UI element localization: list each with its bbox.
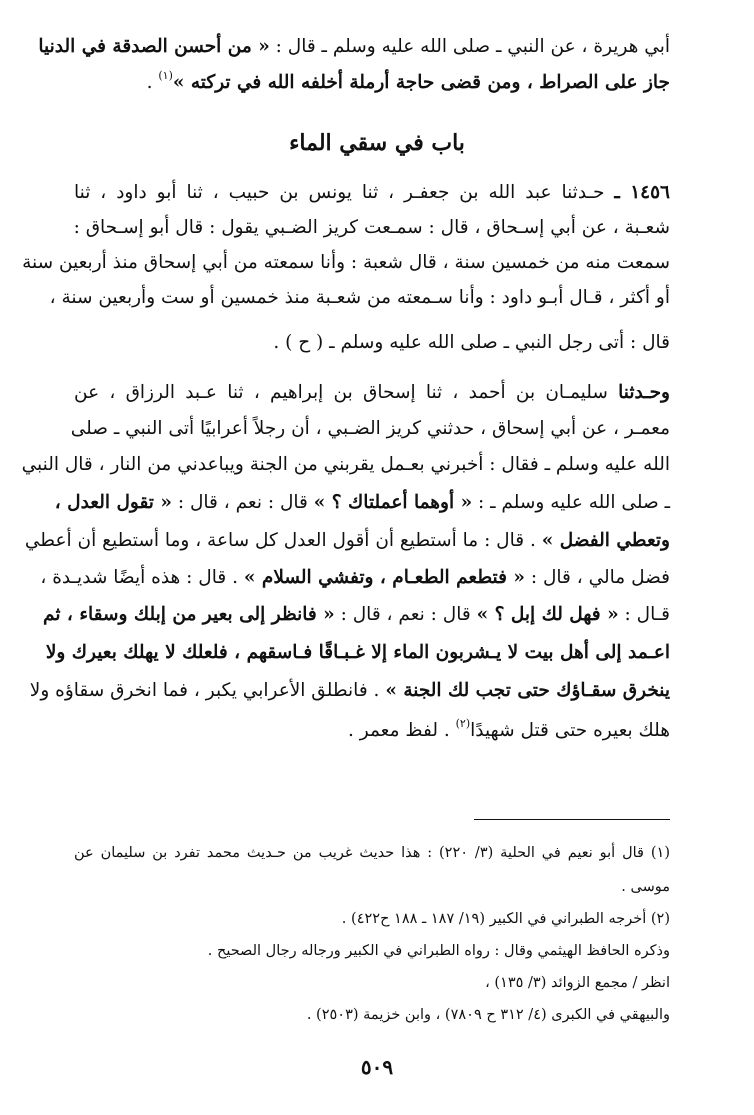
text-run: . قال : هذه أيضًا شديـدة ، — [40, 567, 244, 588]
footnote-2-line-1: (٢) أخرجه الطبراني في الكبير (١٩/ ١٨٧ ـ ١٨٨ ح٤٢٢) . — [341, 911, 670, 927]
hadith-2-line-7 — [43, 602, 670, 628]
top-line-1 — [38, 34, 670, 60]
text-run: أبي هريرة ، عن النبي ـ صلى الله عليه وسلم ـ قال : — [269, 36, 670, 57]
quoted-hadith-text: ينخرق سقـاؤك حتى تجب لك الجنة » — [385, 680, 670, 701]
text-run: حـدثنا عبد الله بن جعفـر ، ثنا يونس بن حبيب ، ثنا أبو داود ، ثنا — [74, 182, 615, 203]
section-heading: باب في سقي الماء — [289, 130, 465, 156]
hadith-1456-line-5: قال : أتى رجل النبي ـ صلى الله عليه وسلم ـ ( ح ) . — [273, 332, 670, 353]
footnote-separator — [474, 819, 670, 820]
footnote-1-line-1: (١) قال أبو نعيم في الحلية (٣/ ٢٢٠) : هذا حديث غريب من حـديث محمد تفرد بن سليمان عن — [74, 845, 670, 861]
hadith-2-line-9 — [29, 678, 670, 704]
text-run: هلك بعيره حتى قتل شهيدًا — [470, 720, 670, 741]
hadith-1456-line-3: سمعت منه من خمسين سنة ، قال شعبة : وأنا سمعته من أبي إسحاق منذ أربعين سنة — [22, 252, 670, 273]
footnote-marker-2: (٢) — [455, 717, 471, 730]
hadith-2-line-6 — [40, 565, 670, 591]
hadith-1456-line-1 — [74, 180, 670, 206]
quoted-hadith-text: « من أحسن الصدقة في الدنيا — [38, 36, 270, 57]
text-run: . قال : ما أستطيع أن أقول العدل كل ساعة ، وما أستطيع أن أعطي — [24, 530, 542, 551]
text-run: . — [146, 72, 159, 93]
quoted-hadith-text: « تقول العدل ، — [54, 492, 172, 513]
hadith-2-line-8: اعـمد إلى أهل بيت لا يـشربون الماء إلا غـبـاقًا فـاسقهم ، فلعلك لا يهلك بعيرك ولا — [45, 642, 670, 663]
hadith-number: ١٤٥٦ ـ — [614, 182, 670, 203]
footnote-2-line-4: والبيهقي في الكبرى (٤/ ٣١٢ ح ٧٨٠٩) ، وابن خزيمة (٢٥٠٣) . — [306, 1007, 670, 1023]
text-run: قـال : — [618, 604, 670, 625]
hadith-2-line-4 — [54, 490, 670, 516]
quoted-hadith-text: وتعطي الفضل » — [541, 530, 670, 551]
quoted-hadith-text: « فتطعم الطعـام ، وتفشي السلام » — [243, 567, 525, 588]
hadith-2-line-10 — [74, 718, 670, 746]
footnote-2-line-3: انظر / مجمع الزوائد (٣/ ١٣٥) ، — [485, 975, 670, 991]
hadith-lead: وحـدثنا — [618, 382, 670, 403]
text-run: . لفظ معمر . — [348, 720, 456, 741]
top-line-2 — [74, 70, 670, 98]
quoted-hadith-text: « أوهما أعملتاك ؟ » — [313, 492, 473, 513]
text-run: سليمـان بن أحمد ، ثنا إسحاق بن إبراهيم ، ثنا عـبد الرزاق ، عن — [74, 382, 619, 403]
text-run: . فانطلق الأعرابي يكبر ، فما انخرق سقاؤه ولا — [29, 680, 386, 701]
quoted-hadith-text: « فهل لك إبل ؟ » — [476, 604, 619, 625]
hadith-2-line-5 — [24, 528, 670, 554]
footnote-1-line-2: موسى . — [621, 879, 670, 895]
text-run: ـ صلى الله عليه وسلم ـ : — [472, 492, 670, 513]
hadith-2-line-2: معمـر ، عن أبي إسحاق ، حدثني كريز الضـبي ، أن رجلاً أعرابيًا أتى النبي ـ صلى — [70, 418, 670, 439]
quoted-hadith-text: « فانظر إلى بعير من إبلك وسقاء ، ثم — [43, 604, 335, 625]
hadith-1456-line-2: شعـبة ، عن أبي إسـحاق ، قال : سمـعت كريز الضـبي يقول : قال أبو إسـحاق : — [73, 217, 670, 238]
text-run: قال : نعم ، قال : — [334, 604, 477, 625]
hadith-2-line-1 — [74, 380, 670, 406]
hadith-1456-line-4: أو أكثر ، قـال أبـو داود : وأنا سـمعته من شعـبة منذ خمسين أو ست وأربعين سنة ، — [49, 287, 670, 308]
text-run: فضل مالي ، قال : — [524, 567, 670, 588]
footnote-marker-1: (١) — [158, 69, 173, 82]
page-number: ٥٠٩ — [360, 1055, 394, 1079]
quoted-hadith-text: جاز على الصراط ، ومن قضى حاجة أرملة أخلفه الله في تركته » — [172, 72, 670, 93]
footnote-2-line-2: وذكره الحافظ الهيثمي وقال : رواه الطبراني في الكبير ورجاله رجال الصحيح . — [207, 943, 670, 959]
text-run: قال : نعم ، قال : — [171, 492, 314, 513]
hadith-2-line-3: الله عليه وسلم ـ فقال : أخبرني بعـمل يقربني من الجنة ويباعدني من النار ، قال النبي — [21, 454, 670, 475]
